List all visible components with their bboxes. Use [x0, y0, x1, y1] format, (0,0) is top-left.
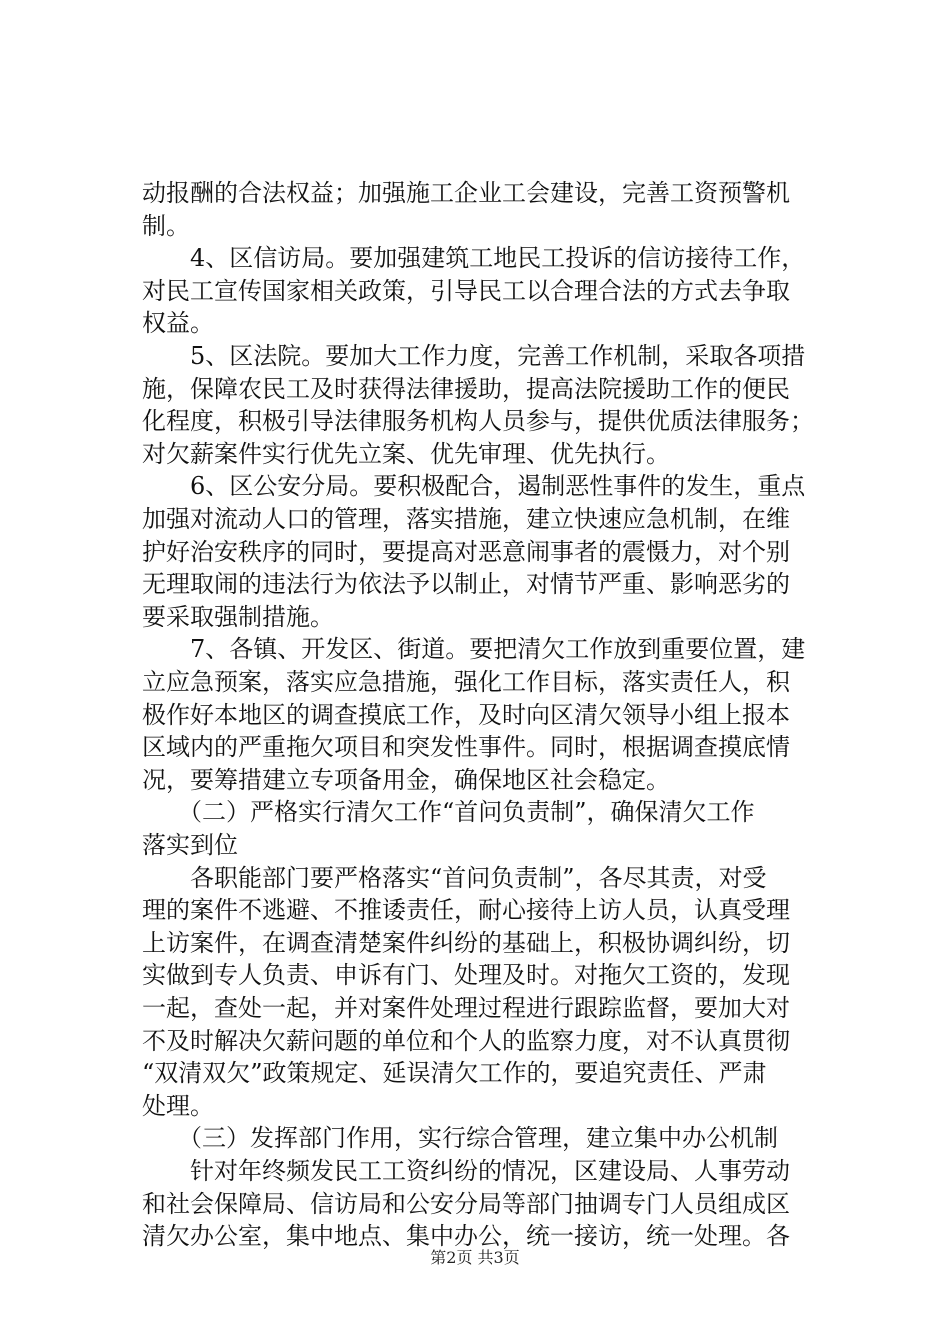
- text-line: 清欠办公室，集中地点、集中办公，统一接访，统一处理。各: [142, 1222, 790, 1251]
- text-line: 一起，查处一起，并对案件处理过程进行跟踪监督，要加大对: [142, 994, 790, 1022]
- text-line: 落实到位: [142, 831, 238, 859]
- text-line: 制。: [142, 211, 190, 240]
- text-line: 各职能部门要严格落实“首问负责制”，各尽其责，对受: [142, 863, 767, 892]
- text-line: 极作好本地区的调查摸底工作，及时向区清欠领导小组上报本: [142, 700, 790, 729]
- text-line: 况，要筹措建立专项备用金，确保地区社会稳定。: [142, 765, 670, 794]
- text-line: （二）严格实行清欠工作“首问负责制”，确保清欠工作: [142, 798, 755, 827]
- text-line: “双清双欠”政策规定、延误清欠工作的，要追究责任、严肃: [142, 1059, 767, 1088]
- text-line: （三）发挥部门作用，实行综合管理，建立集中办公机制: [142, 1124, 778, 1153]
- text-line: 动报酬的合法权益；加强施工企业工会建设，完善工资预警机: [142, 179, 790, 207]
- text-line: 对欠薪案件实行优先立案、优先审理、优先执行。: [142, 439, 670, 468]
- text-line: 不及时解决欠薪问题的单位和个人的监察力度，对不认真贯彻: [142, 1026, 790, 1055]
- text-line: 7、各镇、开发区、街道。要把清欠工作放到重要位置，建: [142, 635, 806, 664]
- text-line: 针对年终频发民工工资纠纷的情况，区建设局、人事劳动: [142, 1157, 790, 1185]
- text-line: 实做到专人负责、申诉有门、处理及时。对拖欠工资的，发现: [142, 961, 790, 990]
- text-line: 权益。: [142, 309, 214, 338]
- text-line: 无理取闹的违法行为依法予以制止，对情节严重、影响恶劣的: [142, 570, 790, 599]
- text-line: 立应急预案，落实应急措施，强化工作目标，落实责任人，积: [142, 668, 790, 696]
- text-line: 理的案件不逃避、不推诿责任，耐心接待上访人员，认真受理: [142, 896, 790, 925]
- text-line: 对民工宣传国家相关政策，引导民工以合理合法的方式去争取: [142, 276, 790, 305]
- text-line: 6、区公安分局。要积极配合，遏制恶性事件的发生，重点: [142, 472, 806, 501]
- text-line: 化程度，积极引导法律服务机构人员参与，提供优质法律服务；: [142, 407, 814, 436]
- text-line: 上访案件，在调查清楚案件纠纷的基础上，积极协调纠纷，切: [142, 928, 790, 957]
- text-line: 加强对流动人口的管理，落实措施，建立快速应急机制，在维: [142, 505, 790, 533]
- text-line: 5、区法院。要加大工作力度，完善工作机制，采取各项措: [142, 342, 806, 370]
- text-line: 施，保障农民工及时获得法律援助，提高法院援助工作的便民: [142, 374, 790, 403]
- text-line: 要采取强制措施。: [142, 602, 334, 631]
- text-line: 4、区信访局。要加强建筑工地民工投诉的信访接待工作，: [142, 244, 806, 273]
- text-line: 护好治安秩序的同时，要提高对恶意闹事者的震慑力，对个别: [142, 537, 790, 566]
- text-line: 和社会保障局、信访局和公安分局等部门抽调专门人员组成区: [142, 1189, 790, 1218]
- text-line: 处理。: [142, 1091, 214, 1120]
- text-line: 区域内的严重拖欠项目和突发性事件。同时，根据调查摸底情: [142, 733, 790, 762]
- page-footer: 第2页 共3页: [430, 1248, 520, 1267]
